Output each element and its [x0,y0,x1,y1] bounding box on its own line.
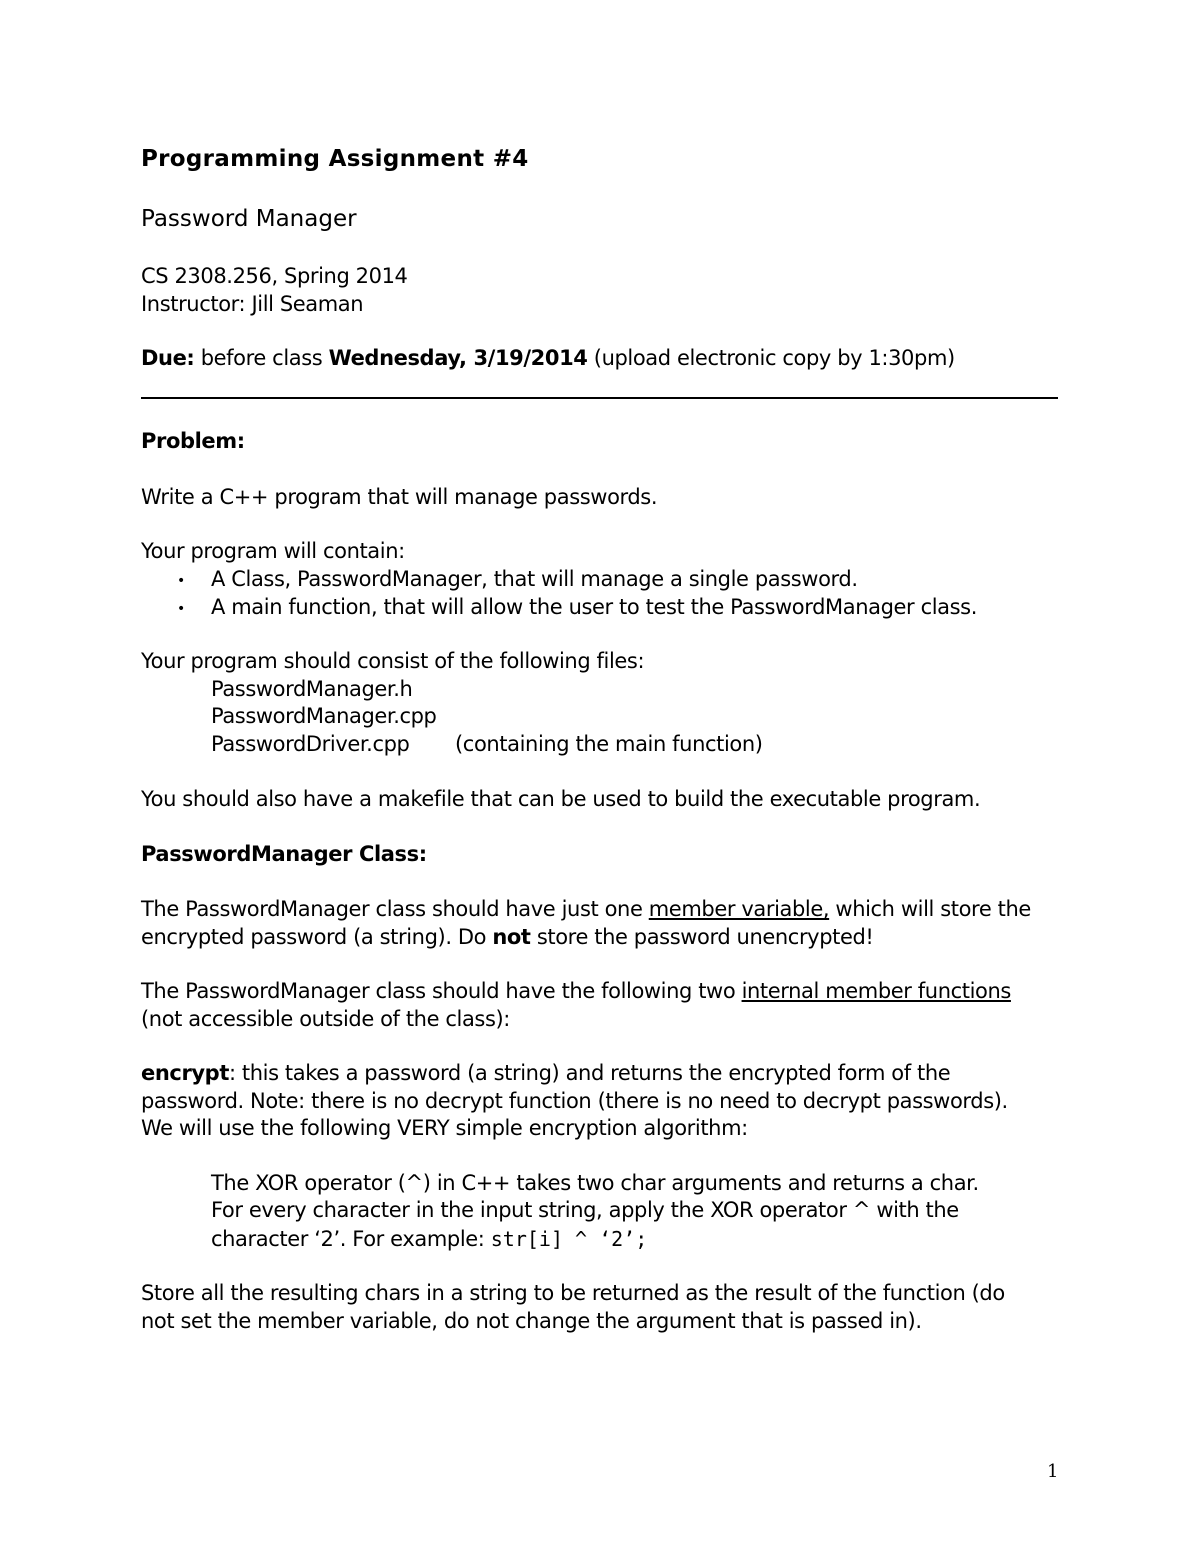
file-name: PasswordDriver.cpp [211,732,410,756]
document-title: Programming Assignment #4 [141,146,529,172]
horizontal-rule [141,397,1058,399]
contain-lead: Your program will contain: [141,539,405,563]
internal-functions-term: internal member functions [741,979,1011,1003]
problem-heading: Problem: [141,429,245,453]
makefile-text: You should also have a makefile that can be used to build the executable program. [141,787,981,811]
file-name: PasswordManager.h [211,677,413,701]
member-variable-term: member variable, [648,897,830,921]
encrypt-line3: We will use the following VERY simple encryption algorithm: [141,1116,748,1140]
due-date: Wednesday, 3/19/2014 [328,346,588,370]
bullet-item: A Class, PasswordManager, that will manage a single password. [211,567,858,591]
file-name: PasswordManager.cpp [211,704,437,728]
internal-functions-line1 [141,978,1011,1005]
text-run: The PasswordManager class should have the following two [141,979,742,1003]
due-pre: before class [194,346,329,370]
emphasis-not: not [492,925,531,949]
class-heading: PasswordManager Class: [141,842,427,866]
bullet-icon: • [177,573,186,589]
text-run: encrypted password (a string). Do [141,925,493,949]
intro-text: Write a C++ program that will manage passwords. [141,485,658,509]
store-line2: not set the member variable, do not change the argument that is passed in). [141,1309,922,1333]
member-variable-line2 [141,924,873,951]
internal-functions-line2: (not accessible outside of the class): [141,1007,510,1031]
text-run: character ‘2’. For example: [211,1227,491,1251]
instructor-line: Instructor: Jill Seaman [141,292,364,316]
encrypt-line2: password. Note: there is no decrypt function (there is no need to decrypt passwords). [141,1089,1008,1113]
document-subtitle: Password Manager [141,206,357,232]
due-post: (upload electronic copy by 1:30pm) [587,346,955,370]
text-run: : this takes a password (a string) and returns the encrypted form of the [228,1061,951,1085]
text-run: The PasswordManager class should have just one [141,897,649,921]
code-example: str[i] ^ ‘2’; [490,1227,648,1251]
encrypt-term: encrypt [141,1061,229,1085]
bullet-icon: • [177,601,186,617]
due-line [141,345,955,372]
files-lead: Your program should consist of the following files: [141,649,645,673]
store-line1: Store all the resulting chars in a string to be returned as the result of the function (do [141,1281,1005,1305]
text-run: store the password unencrypted! [530,925,874,949]
text-run: which will store the [829,897,1031,921]
course-line: CS 2308.256, Spring 2014 [141,264,408,288]
encrypt-line1 [141,1060,950,1087]
page-number: 1 [1047,1461,1059,1482]
xor-line2: For every character in the input string, apply the XOR operator ^ with the [211,1198,959,1222]
xor-line3 [211,1226,647,1253]
due-label: Due: [141,346,195,370]
bullet-item: A main function, that will allow the user to test the PasswordManager class. [211,595,977,619]
file-note: (containing the main function) [455,732,763,756]
xor-line1: The XOR operator (^) in C++ takes two char arguments and returns a char. [211,1171,979,1195]
member-variable-line1 [141,896,1031,923]
